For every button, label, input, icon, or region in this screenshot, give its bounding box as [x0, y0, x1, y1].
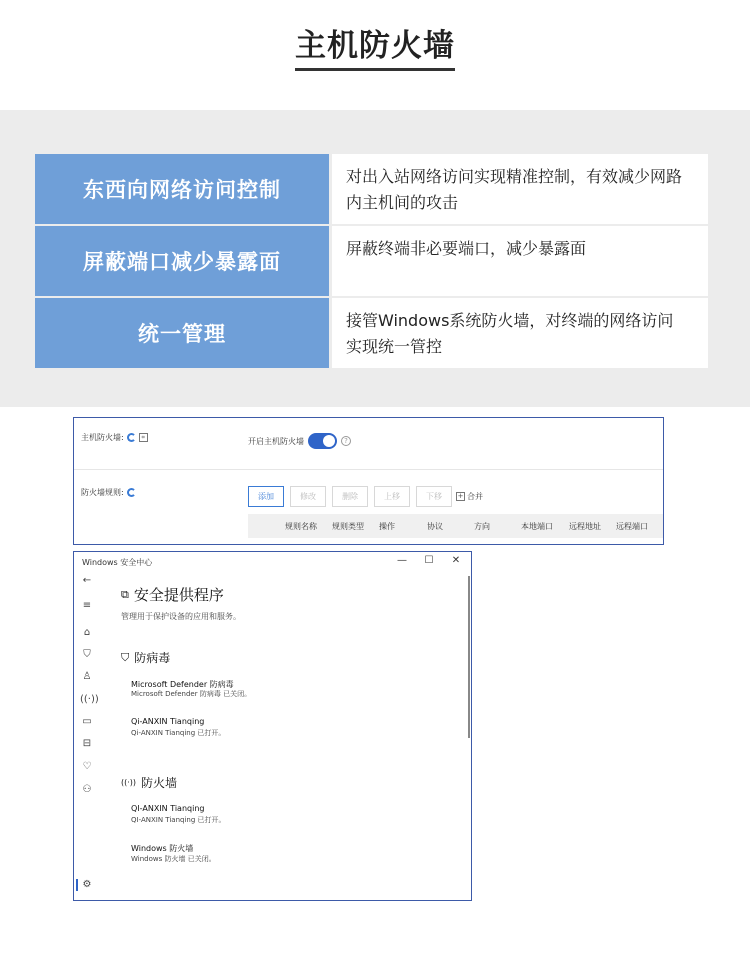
close-icon[interactable]: ✕ — [451, 555, 461, 566]
merge-button[interactable] — [456, 491, 483, 502]
firewall-rules-row-label — [81, 487, 136, 498]
window-title: Windows 安全中心 — [82, 558, 153, 567]
delete-button[interactable]: 删除 — [332, 486, 368, 507]
feature-table — [35, 154, 708, 368]
feature-name: 统一管理 — [35, 298, 329, 368]
settings-icon[interactable]: ⚙ — [82, 879, 92, 890]
page-title — [0, 20, 750, 71]
rules-toolbar — [248, 486, 483, 507]
firewall-toggle[interactable] — [308, 433, 337, 449]
move-up-button[interactable]: 上移 — [374, 486, 410, 507]
providers-title: 安全提供程序 — [133, 586, 224, 604]
feature-desc: 对出入站网络访问实现精准控制，有效减少网路内主机间的攻击 — [332, 154, 708, 224]
firewall-network-icon: ((·)) — [121, 778, 137, 787]
firewall-section-heading — [121, 774, 177, 791]
antivirus-title: 防病毒 — [134, 651, 171, 665]
column-header[interactable]: 规则名称 — [285, 521, 317, 531]
merge-label: 合并 — [467, 492, 483, 501]
column-header[interactable]: 方向 — [474, 521, 490, 531]
back-icon[interactable]: ← — [82, 575, 92, 586]
divider — [74, 469, 663, 470]
shield-icon: ⛉ — [121, 650, 130, 664]
add-button[interactable]: 添加 — [248, 486, 284, 507]
feature-row — [35, 226, 708, 296]
column-header[interactable]: 远程端口 — [616, 521, 648, 531]
firewall-toggle-group — [248, 433, 351, 449]
firewall-network-icon[interactable]: ((·)) — [80, 694, 99, 705]
maximize-icon[interactable]: ☐ — [424, 555, 434, 566]
info-icon[interactable] — [127, 488, 136, 497]
scrollbar[interactable] — [468, 576, 470, 738]
move-down-button[interactable]: 下移 — [416, 486, 452, 507]
provider-name[interactable]: QI-ANXIN Tianqing — [131, 804, 205, 813]
column-header[interactable]: 操作 — [379, 521, 395, 531]
rules-label: 防火墙规则: — [81, 488, 124, 497]
provider-name[interactable]: Microsoft Defender 防病毒 — [131, 680, 234, 689]
feature-name: 屏蔽端口减少暴露面 — [35, 226, 329, 296]
rules-table-header — [248, 514, 663, 538]
column-header[interactable]: 协议 — [427, 521, 443, 531]
menu-icon[interactable]: ≡ — [82, 600, 92, 611]
home-icon[interactable]: ⌂ — [83, 627, 91, 638]
device-security-icon[interactable]: ⊟ — [82, 738, 92, 749]
merge-icon: + — [457, 492, 464, 500]
column-header[interactable]: 远程地址 — [569, 521, 601, 531]
providers-icon: ⧉ — [121, 587, 129, 601]
provider-name[interactable]: Windows 防火墙 — [131, 844, 194, 853]
info-icon[interactable] — [127, 433, 136, 442]
antivirus-section-heading — [121, 649, 170, 666]
feature-desc: 屏蔽终端非必要端口，减少暴露面 — [332, 226, 708, 296]
family-icon[interactable]: ⚇ — [82, 784, 92, 795]
firewall-config-panel — [73, 417, 664, 545]
providers-subtitle: 管理用于保护设备的应用和服务。 — [121, 612, 241, 621]
edit-button[interactable]: 修改 — [290, 486, 326, 507]
host-firewall-label: 主机防火墙: — [81, 433, 124, 442]
window-titlebar[interactable] — [74, 552, 471, 572]
feature-row — [35, 154, 708, 224]
provider-status: QI-ANXIN Tianqing 已打开。 — [131, 816, 226, 824]
host-firewall-row-label — [81, 432, 148, 443]
column-header[interactable]: 规则类型 — [332, 521, 364, 531]
nav-active-indicator — [76, 879, 78, 891]
provider-status: Windows 防火墙 已关闭。 — [131, 855, 216, 863]
account-icon[interactable]: ♙ — [82, 671, 92, 682]
toggle-label: 开启主机防火墙 — [248, 436, 304, 446]
column-header[interactable]: 本地端口 — [521, 521, 553, 531]
firewall-title: 防火墙 — [141, 776, 178, 790]
windows-security-window — [73, 551, 472, 901]
app-browser-icon[interactable]: ▭ — [82, 716, 92, 727]
feature-name: 东西向网络访问控制 — [35, 154, 329, 224]
policy-icon[interactable]: ⌗ — [139, 433, 148, 442]
provider-status: Microsoft Defender 防病毒 已关闭。 — [131, 690, 252, 698]
page-title-text: 主机防火墙 — [295, 20, 455, 71]
shield-icon[interactable]: ⛉ — [83, 649, 91, 660]
help-icon[interactable]: ? — [341, 436, 351, 446]
minimize-icon[interactable]: — — [397, 555, 407, 566]
providers-heading — [121, 584, 224, 605]
provider-name[interactable]: Qi-ANXIN Tianqing — [131, 717, 205, 726]
feature-desc: 接管Windows系统防火墙，对终端的网络访问实现统一管控 — [332, 298, 708, 368]
health-icon[interactable]: ♡ — [82, 761, 92, 772]
provider-status: Qi-ANXIN Tianqing 已打开。 — [131, 729, 226, 737]
feature-row — [35, 298, 708, 368]
